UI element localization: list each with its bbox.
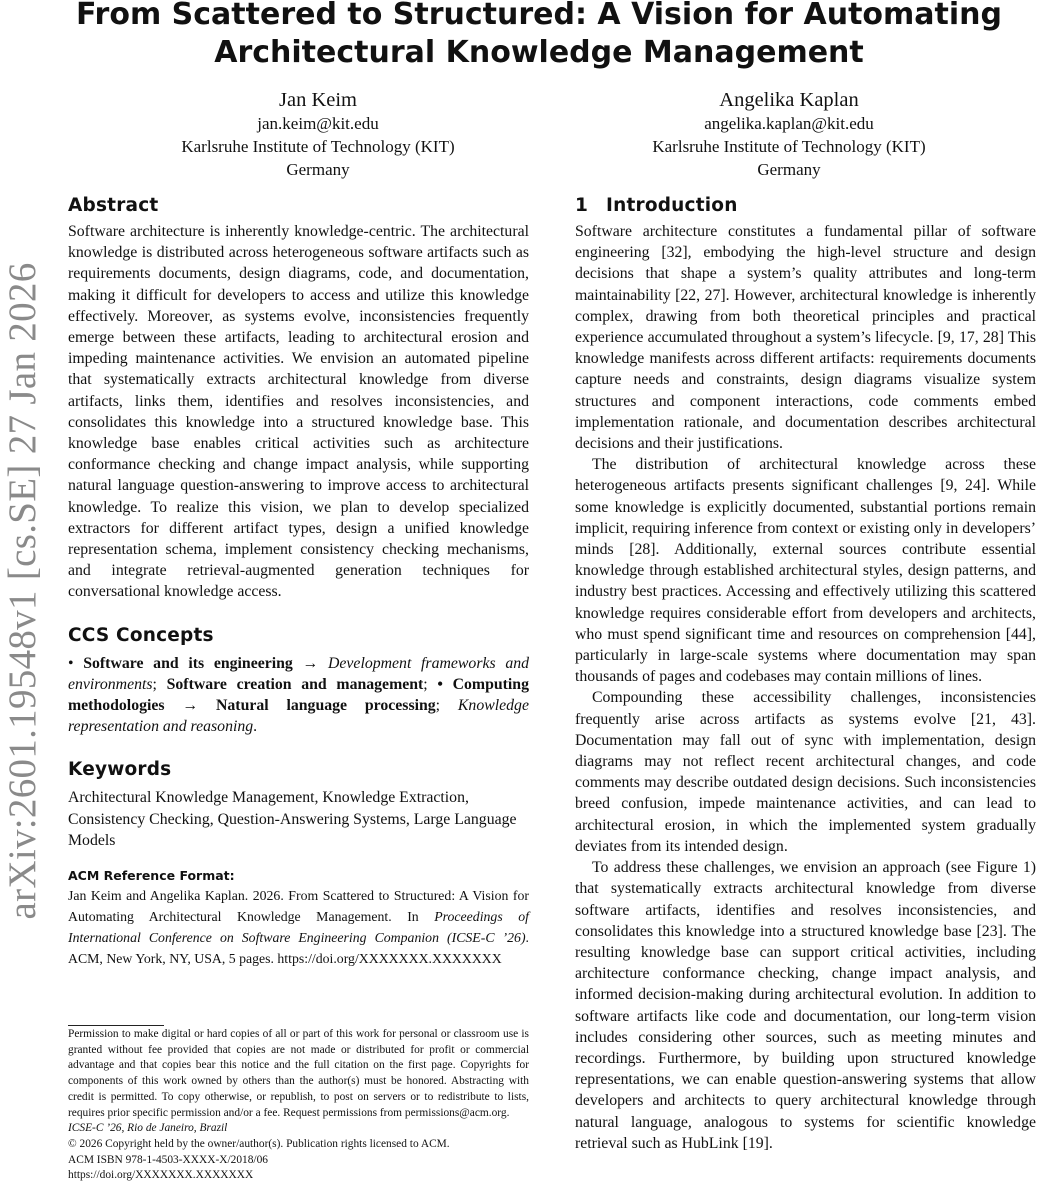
keywords-heading: Keywords [68, 759, 172, 781]
author-affiliation: Karlsruhe Institute of Technology (KIT) [652, 137, 926, 156]
author-country: Germany [286, 160, 350, 179]
intro-paragraph-2: The distribution of architectural knowledge across these heterogeneous artifacts presents significant challenges [9, 24]. While some knowledge is explicitly documented, substantial portions remain implicit, requiring inference from context or existing only in developers’ minds [28]. Additionally, external sources contribute essential knowledge through established architectural styles, design patterns, and industry best practices. Accessing and effectively utilizing this scattered knowledge requires considerable effort from developers and architects, who must spend significant time and resources on comprehension [44], particularly in large-scale systems where documentation may span thousands of pages and codebases may contain millions of lines. [575, 456, 1036, 686]
acm-reference-heading: ACM Reference Format: [68, 868, 235, 884]
author-block-2 [609, 88, 969, 181]
left-column [68, 193, 529, 969]
intro-paragraph-3: Compounding these accessibility challenges, inconsistencies frequently arise across artifacts as systems evolve [21, 43]. Documentation may fall out of sync with implementation, design diagrams may not reflect recent architectural changes, and code comments may describe outdated design decisions. Such inconsistencies breed confusion, impede maintenance activities, and can lead to architectural erosion, in which the implemented system gradually deviates from its intended design. [575, 689, 1036, 855]
author-block-1 [138, 88, 498, 181]
abstract-text: Software architecture is inherently knowledge-centric. The architectural knowledge is distributed across heterogeneous software artifacts such as requirements documents, design diagrams, code, and documentation, making it difficult for developers to access and utilize this knowledge effectively. Moreover, as systems evolve, inconsistencies frequently emerge between these artifacts, leading to architectural erosion and impeding maintenance activities. We envision an automated pipeline that systematically extracts architectural knowledge from diverse artifacts, links them, identifies and resolves inconsistencies, and consolidates this knowledge into a structured knowledge base. This knowledge base enables critical activities such as architecture conformance checking and change impact analysis, while supporting natural language question-answering to improve access to architectural knowledge. To realize this vision, we plan to develop specialized extractors for different artifact types, design a unified knowledge representation schema, implement consistency checking mechanisms, and integrate retrieval-augmented generation techniques for conversational knowledge access. [68, 223, 529, 601]
acm-reference-text [68, 885, 529, 969]
introduction-heading [575, 193, 1036, 219]
ccs-separator: ; [423, 675, 438, 693]
acm-ref-venue: Proceedings of International Conference on Software Engineering Companion (ICSE-C ’26) [68, 909, 529, 946]
section-number: 1 [575, 195, 589, 216]
paper-title [60, 0, 1018, 72]
ccs-subterm: Development frameworks and environments [68, 654, 530, 693]
permission-notice: Permission to make digital or hard copies of all or part of this work for personal or classroom use is granted without fee provided that copies are not made or distributed for profit or commercial advantage and that copies bear this notice and the full citation on the first page. Copyrights for components of this work owned by others than the author(s) must be honored. Abstracting with credit is permitted. To copy otherwise, or republish, to post on servers or to redistribute to lists, requires prior specific permission and/or a fee. Request permissions from permissions@acm.org. [68, 1028, 529, 1119]
author-name: Angelika Kaplan [719, 89, 859, 111]
ccs-arrow: → [292, 654, 328, 672]
ccs-separator: ; [152, 675, 167, 693]
ccs-end: . [253, 718, 258, 736]
author-country: Germany [757, 160, 821, 179]
ccs-separator: ; [435, 697, 458, 715]
ccs-term: Computing methodologies [68, 675, 529, 715]
ccs-term: Natural language processing [216, 697, 436, 715]
author-email[interactable]: jan.keim@kit.edu [257, 114, 379, 133]
title-line-2: Architectural Knowledge Management [214, 35, 864, 70]
author-email[interactable]: angelika.kaplan@kit.edu [704, 114, 874, 133]
copyright-footnote [68, 1027, 529, 1184]
ccs-concepts [68, 653, 529, 738]
title-line-1: From Scattered to Structured: A Vision for Automating [75, 0, 1002, 32]
section-title: Introduction [606, 195, 738, 216]
copyright-line: © 2026 Copyright held by the owner/author(s). Publication rights licensed to ACM. [68, 1137, 450, 1150]
footnote-divider [68, 1025, 164, 1026]
keywords-text: Architectural Knowledge Management, Knowledge Extraction, Consistency Checking, Question-Answering Systems, Large Language Models [68, 789, 517, 849]
ccs-subterm: Knowledge representation and reasoning [68, 697, 529, 736]
ccs-arrow: → [164, 697, 216, 715]
ccs-term: Software and its engineering [83, 654, 293, 672]
acm-ref-part: Jan Keim and Angelika Kaplan. 2026. From Scattered to Structured: A Vision for Automating Architectural Knowledge Management. In [68, 888, 529, 925]
conference-line: ICSE-C ’26, Rio de Janeiro, Brazil [68, 1122, 228, 1135]
author-name: Jan Keim [279, 89, 357, 111]
author-affiliation: Karlsruhe Institute of Technology (KIT) [181, 137, 455, 156]
right-column [575, 193, 1036, 1154]
ccs-heading: CCS Concepts [68, 624, 214, 646]
ccs-term: Software creation and management [166, 675, 424, 693]
ccs-bullet: • [68, 654, 84, 672]
intro-paragraph-1: Software architecture constitutes a fundamental pillar of software engineering [32], embodying the high-level structure and design decisions that shape a system’s quality attributes and long-term maintainability [22, 27]. However, architectural knowledge is inherently complex, drawing from both theoretical principles and practical experience accumulated throughout a system’s lifecycle. [9, 17, 28] This knowledge manifests across different artifacts: requirements documents capture needs and constraints, design diagrams visualize system structures and component interactions, code comments embed implementation rationale, and documentation describes architectural decisions and their justifications. [575, 223, 1036, 453]
doi-link[interactable]: https://doi.org/XXXXXXX.XXXXXXX [68, 1169, 254, 1182]
intro-paragraph-4: To address these challenges, we envision an approach (see Figure 1) that systematically extracts architectural knowledge from diverse software artifacts, identifies and resolves inconsistencies, and consolidates this knowledge into a structured knowledge base [23]. The resulting knowledge base can support critical activities, including architecture conformance checking, change impact analysis, and informed decision-making during architectural evolution. In addition to software artifacts like code and documentation, our long-term vision includes considering other sources, such as meeting minutes and recordings. Furthermore, by building upon structured knowledge representations, we can enable question-answering systems that allow developers and architects to query architectural knowledge through natural language, analogous to systems for scientific knowledge retrieval such as HubLink [19]. [575, 859, 1036, 1152]
acm-ref-part: . ACM, New York, NY, USA, 5 pages. https://doi.org/XXXXXXX.XXXXXXX [68, 930, 529, 967]
arxiv-identifier-stamp[interactable]: arXiv:2601.19548v1 [cs.SE] 27 Jan 2026 [1, 262, 44, 920]
abstract-heading: Abstract [68, 195, 159, 216]
ccs-bullet: • [437, 675, 453, 693]
isbn-line: ACM ISBN 978-1-4503-XXXX-X/2018/06 [68, 1153, 268, 1166]
